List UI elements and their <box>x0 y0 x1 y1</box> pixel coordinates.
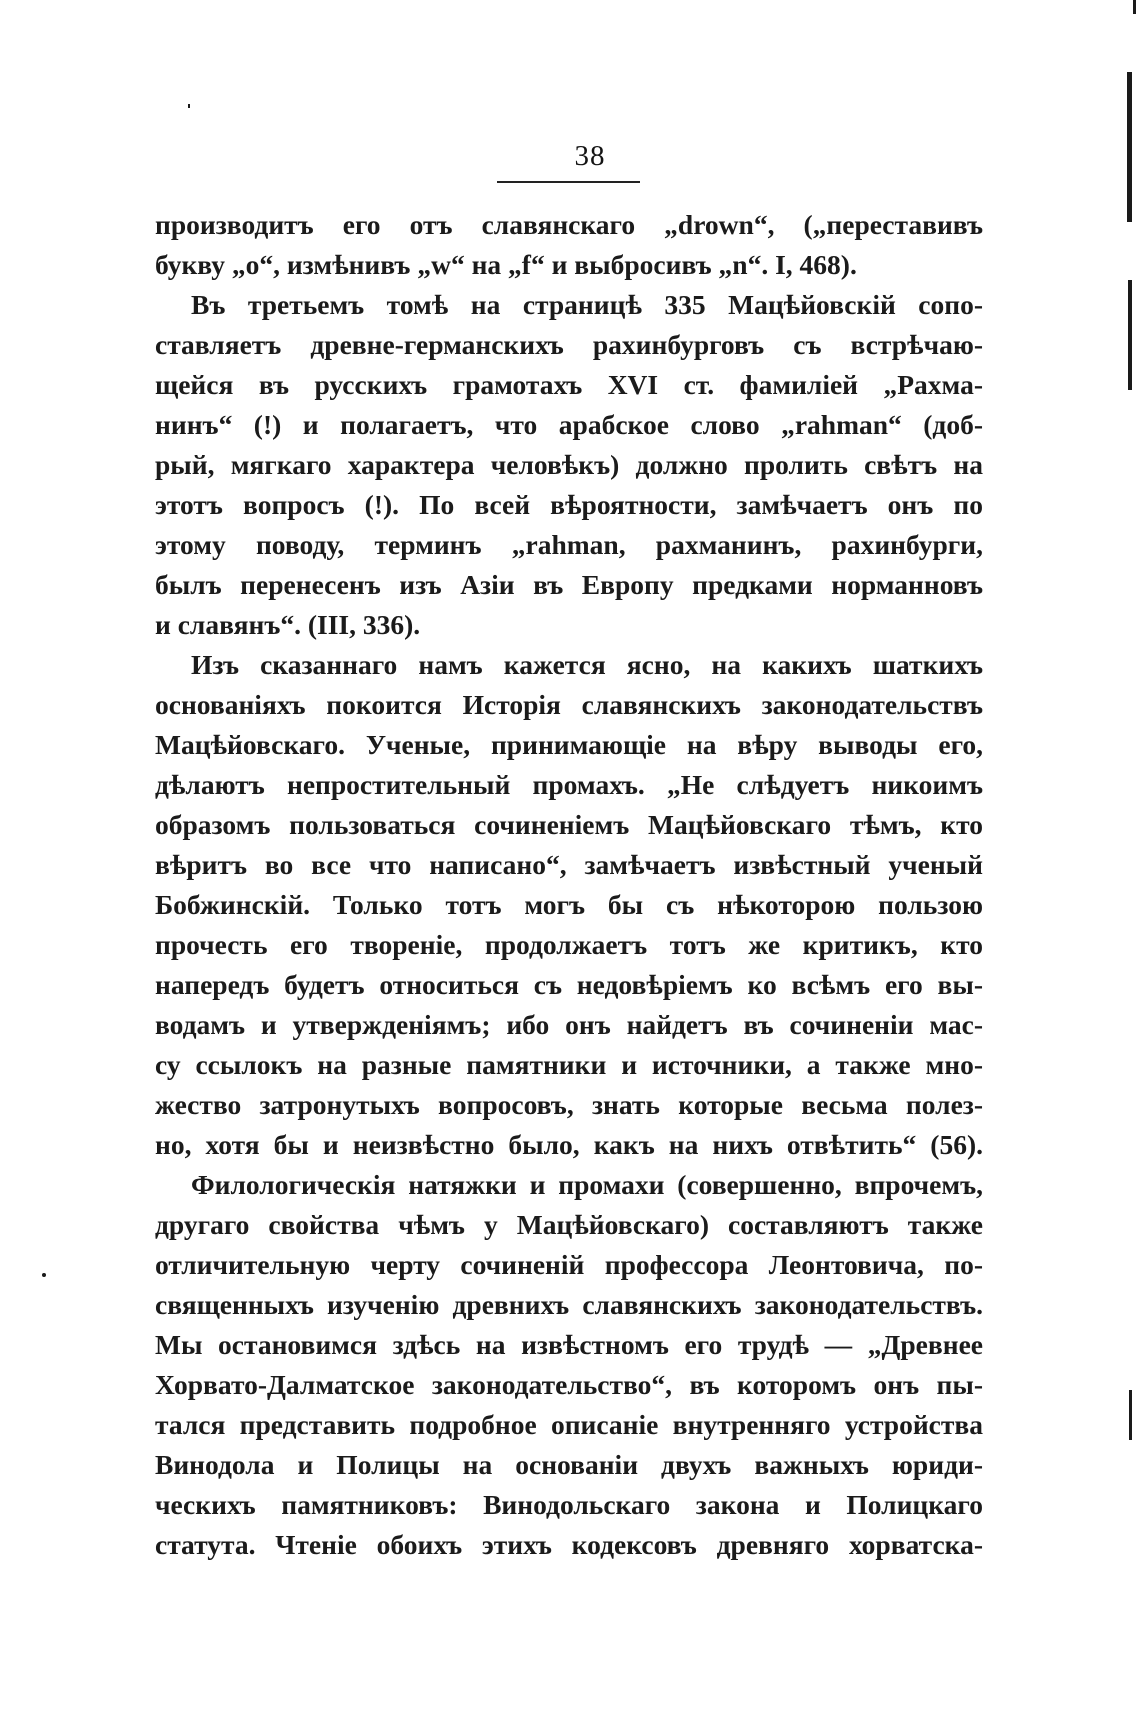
scan-dust-dot <box>42 1273 46 1277</box>
scan-edge-mark-lower <box>1129 1390 1132 1440</box>
text-line: Мацѣйовскаго. Ученые, принимающіе на вѣру выводы его, <box>155 729 983 760</box>
text-line: этому поводу, терминъ „rahman, рахманинъ, рахинбурги, <box>155 529 983 560</box>
text-line: Бобжинскій. Только тотъ могъ бы съ нѣкоторою пользою <box>155 889 983 920</box>
text-line: вѣритъ во все что написано“, замѣчаетъ извѣстный ученый <box>155 849 983 880</box>
scan-edge-mark-middle <box>1128 280 1132 390</box>
text-line: отличительную черту сочиненій профессора Леонтовича, по- <box>155 1249 983 1280</box>
scan-edge-mark-top <box>1133 0 1136 14</box>
text-line: су ссылокъ на разные памятники и источники, а также мно- <box>155 1049 983 1080</box>
text-line: тался представить подробное описаніе внутренняго устройства <box>155 1409 983 1440</box>
text-line: Винодола и Полицы на основаніи двухъ важныхъ юриди- <box>155 1449 983 1480</box>
text-line: былъ перенесенъ изъ Азіи въ Европу предками норманновъ <box>155 569 983 600</box>
page-body-text <box>155 205 983 1565</box>
text-line: статута. Чтеніе обоихъ этихъ кодексовъ древняго хорватска- <box>155 1529 983 1560</box>
text-line: Мы остановимся здѣсь на извѣстномъ его трудѣ — „Древнее <box>155 1329 983 1360</box>
text-line: основаніяхъ покоится Исторія славянскихъ законодательствъ <box>155 689 983 720</box>
text-line: Хорвато-Далматское законодательство“, въ которомъ онъ пы- <box>155 1369 983 1400</box>
text-line: Изъ сказаннаго намъ кажется ясно, на какихъ шаткихъ <box>191 649 983 680</box>
text-line: Въ третьемъ томѣ на страницѣ 335 Мацѣйовскій сопо- <box>191 289 983 320</box>
page-number-rule <box>497 181 640 183</box>
text-line: священныхъ изученію древнихъ славянскихъ законодательствъ. <box>155 1289 983 1320</box>
text-line: щейся въ русскихъ грамотахъ XVI ст. фамиліей „Рахма- <box>155 369 983 400</box>
text-line: букву „o“, измѣнивъ „w“ на „f“ и выбросивъ „n“. I, 468). <box>155 249 857 280</box>
text-line: напередъ будетъ относиться съ недовѣріемъ ко всѣмъ его вы- <box>155 969 983 1000</box>
text-line: рый, мягкаго характера человѣкъ) должно пролить свѣтъ на <box>155 449 983 480</box>
text-line: этотъ вопросъ (!). По всей вѣроятности, замѣчаетъ онъ по <box>155 489 983 520</box>
scan-dust-speck <box>188 104 190 108</box>
page-number: 38 <box>574 140 606 172</box>
text-line: ческихъ памятниковъ: Винодольскаго закона и Полицкаго <box>155 1489 983 1520</box>
text-line: производитъ его отъ славянскаго „drown“, („переставивъ <box>155 209 983 240</box>
text-line: но, хотя бы и неизвѣстно было, какъ на нихъ отвѣтить“ (56). <box>155 1129 983 1160</box>
text-line: Филологическія натяжки и промахи (совершенно, впрочемъ, <box>191 1169 983 1200</box>
text-line: и славянъ“. (III, 336). <box>155 609 421 640</box>
text-line: жество затронутыхъ вопросовъ, знать которые весьма полез- <box>155 1089 983 1120</box>
text-line: водамъ и утвержденіямъ; ибо онъ найдетъ въ сочиненіи мас- <box>155 1009 983 1040</box>
text-line: нинъ“ (!) и полагаетъ, что арабское слово „rahman“ (доб- <box>155 409 983 440</box>
text-line: ставляетъ древне-германскихъ рахинбурговъ съ встрѣчаю- <box>155 329 983 360</box>
text-line: другаго свойства чѣмъ у Мацѣйовскаго) составляютъ также <box>155 1209 983 1240</box>
scan-edge-mark-upper <box>1127 72 1132 222</box>
text-line: образомъ пользоваться сочиненіемъ Мацѣйовскаго тѣмъ, кто <box>155 809 983 840</box>
text-line: дѣлаютъ непростительный промахъ. „Не слѣдуетъ никоимъ <box>155 769 983 800</box>
text-line: прочесть его твореніе, продолжаетъ тотъ же критикъ, кто <box>155 929 983 960</box>
